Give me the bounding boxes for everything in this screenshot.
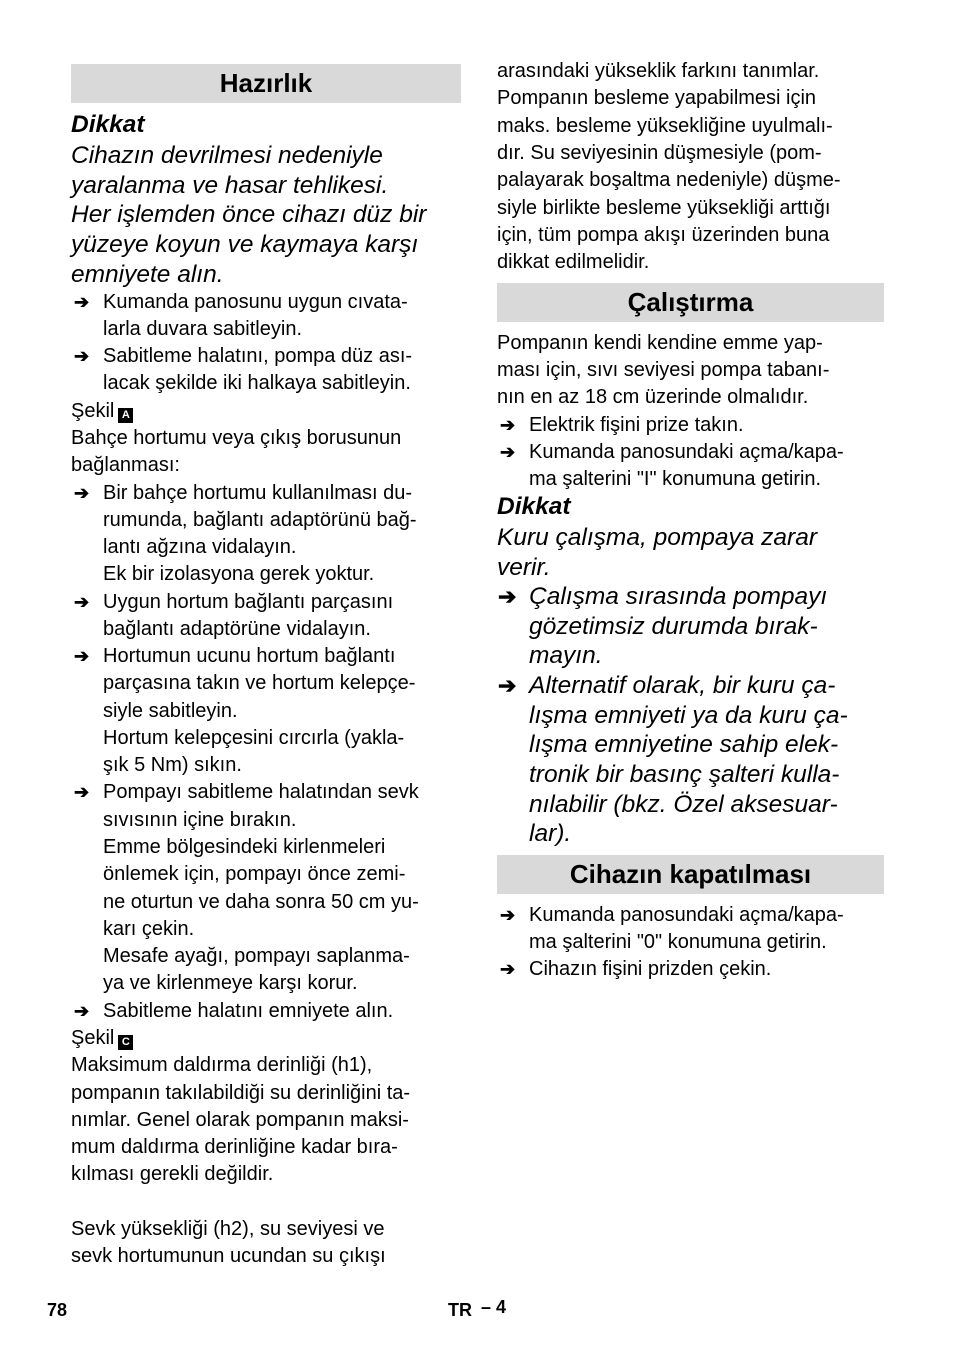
text-line: bağlanması: — [71, 454, 180, 476]
instruction-line: Hortumun ucunu hortum bağlantı — [103, 645, 396, 667]
text-line: kılması gerekli değildir. — [71, 1163, 274, 1185]
figure-reference — [71, 1025, 133, 1052]
arrow-right-icon: ➔ — [74, 1001, 90, 1021]
instruction-line: ma şalterini "I" konumuna getirin. — [529, 468, 822, 490]
caution-text-line: tronik bir basınç şalteri kulla- — [529, 761, 840, 788]
arrow-right-icon: ➔ — [74, 782, 90, 802]
instruction-line: şık 5 Nm) sıkın. — [103, 754, 242, 776]
text-line: dır. Su seviyesinin düşmesiyle (pom- — [497, 142, 822, 164]
caution-text-line: emniyete alın. — [71, 261, 224, 288]
caution-text-line: yüzeye koyun ve kaymaya karşı — [71, 231, 419, 258]
section-heading-cihazin-kapatilmasi: Cihazın kapatılması — [497, 855, 884, 894]
text-line: Maksimum daldırma derinliği (h1), — [71, 1054, 373, 1076]
caution-text-line: Alternatif olarak, bir kuru ça- — [529, 672, 836, 699]
instruction-line: Uygun hortum bağlantı parçasını — [103, 591, 394, 613]
section-heading-calistirma: Çalıştırma — [497, 283, 884, 322]
instruction-line: Hortum kelepçesini cırcırla (yakla- — [103, 727, 405, 749]
instruction-line: Kumanda panosunu uygun cıvata- — [103, 291, 408, 313]
instruction-line: Sabitleme halatını, pompa düz ası- — [103, 345, 413, 367]
instruction-line: parçasına takın ve hortum kelepçe- — [103, 672, 416, 694]
instruction-line: lantı ağzına vidalayın. — [103, 536, 297, 558]
section-heading-hazirlik: Hazırlık — [71, 64, 461, 103]
instruction-line: Sabitleme halatını emniyete alın. — [103, 1000, 394, 1022]
instruction-line: ne oturtun ve daha sonra 50 cm yu- — [103, 891, 419, 913]
text-line: sevk hortumunun ucundan su çıkışı — [71, 1245, 386, 1267]
text-line: Pompanın besleme yapabilmesi için — [497, 87, 817, 109]
figure-badge: A — [118, 408, 133, 423]
section-number: – 4 — [481, 1297, 507, 1317]
text-line: mum daldırma derinliğine kadar bıra- — [71, 1136, 398, 1158]
instruction-line: sıvısının içine bırakın. — [103, 809, 297, 831]
text-line: pompanın takılabildiği su derinliğini ta- — [71, 1082, 411, 1104]
arrow-right-icon: ➔ — [74, 646, 90, 666]
text-line: için, tüm pompa akışı üzerinden buna — [497, 224, 830, 246]
instruction-line: Emme bölgesindeki kirlenmeleri — [103, 836, 386, 858]
caution-text-line: lar). — [529, 820, 572, 847]
figure-label: Şekil — [71, 1027, 115, 1049]
caution-text-line: lışma emniyeti ya da kuru ça- — [529, 702, 848, 729]
caution-text-line: mayın. — [529, 642, 603, 669]
text-line: siyle birlikte besleme yüksekliği arttığı — [497, 197, 831, 219]
caution-text-line: verir. — [497, 554, 551, 581]
instruction-line: Kumanda panosundaki açma/kapa- — [529, 904, 844, 926]
figure-label: Şekil — [71, 400, 115, 422]
text-line: maks. besleme yüksekliğine uyulmalı- — [497, 115, 833, 137]
instruction-line: ma şalterini "0" konumuna getirin. — [529, 931, 827, 953]
text-line: nın en az 18 cm üzerinde olmalıdır. — [497, 386, 809, 408]
instruction-line: Elektrik fişini prize takın. — [529, 414, 744, 436]
arrow-right-icon: ➔ — [500, 442, 516, 462]
text-line: Bahçe hortumu veya çıkış borusunun — [71, 427, 402, 449]
arrow-right-icon: ➔ — [500, 905, 516, 925]
arrow-right-icon: ➔ — [74, 346, 90, 366]
caution-text-line: gözetimsiz durumda bırak- — [529, 613, 818, 640]
text-line: Pompanın kendi kendine emme yap- — [497, 332, 823, 354]
instruction-line: karı çekin. — [103, 918, 195, 940]
page-number: 78 — [47, 1300, 68, 1320]
caution-text-line: nılabilir (bkz. Özel aksesuar- — [529, 791, 838, 818]
arrow-right-icon: ➔ — [498, 673, 517, 698]
instruction-line: Cihazın fişini prizden çekin. — [529, 958, 772, 980]
arrow-right-icon: ➔ — [500, 959, 516, 979]
instruction-line: Mesafe ayağı, pompayı saplanma- — [103, 945, 410, 967]
caution-text-line: Kuru çalışma, pompaya zarar — [497, 524, 817, 551]
arrow-right-icon: ➔ — [500, 415, 516, 435]
arrow-right-icon: ➔ — [498, 584, 517, 609]
instruction-line: Bir bahçe hortumu kullanılması du- — [103, 482, 413, 504]
caution-text-line: yaralanma ve hasar tehlikesi. — [71, 172, 389, 199]
text-line: ması için, sıvı seviyesi pompa tabanı- — [497, 359, 830, 381]
language-code: TR — [448, 1300, 472, 1320]
caution-text-line: Her işlemden önce cihazı düz bir — [71, 201, 427, 228]
instruction-line: lacak şekilde iki halkaya sabitleyin. — [103, 372, 411, 394]
caution-text-line: Cihazın devrilmesi nedeniyle — [71, 142, 383, 169]
caution-title: Dikkat — [71, 111, 145, 138]
text-line: nımlar. Genel olarak pompanın maksi- — [71, 1109, 409, 1131]
text-line: palayarak boşaltma nedeniyle) düşme- — [497, 169, 841, 191]
instruction-line: Kumanda panosundaki açma/kapa- — [529, 441, 844, 463]
arrow-right-icon: ➔ — [74, 483, 90, 503]
text-line: dikkat edilmelidir. — [497, 251, 650, 273]
arrow-right-icon: ➔ — [74, 292, 90, 312]
instruction-line: rumunda, bağlantı adaptörünü bağ- — [103, 509, 417, 531]
figure-badge: C — [118, 1035, 133, 1050]
instruction-line: ya ve kirlenmeye karşı korur. — [103, 972, 358, 994]
figure-reference — [71, 398, 133, 425]
text-line: Sevk yüksekliği (h2), su seviyesi ve — [71, 1218, 385, 1240]
instruction-line: önlemek için, pompayı önce zemi- — [103, 863, 406, 885]
caution-text-line: Çalışma sırasında pompayı — [529, 583, 828, 610]
caution-title: Dikkat — [497, 493, 571, 520]
arrow-right-icon: ➔ — [74, 592, 90, 612]
instruction-line: bağlantı adaptörüne vidalayın. — [103, 618, 371, 640]
instruction-line: Ek bir izolasyona gerek yoktur. — [103, 563, 375, 585]
text-line: arasındaki yükseklik farkını tanımlar. — [497, 60, 820, 82]
instruction-line: larla duvara sabitleyin. — [103, 318, 302, 340]
instruction-line: Pompayı sabitleme halatından sevk — [103, 781, 419, 803]
instruction-line: siyle sabitleyin. — [103, 700, 238, 722]
caution-text-line: lışma emniyetine sahip elek- — [529, 731, 839, 758]
